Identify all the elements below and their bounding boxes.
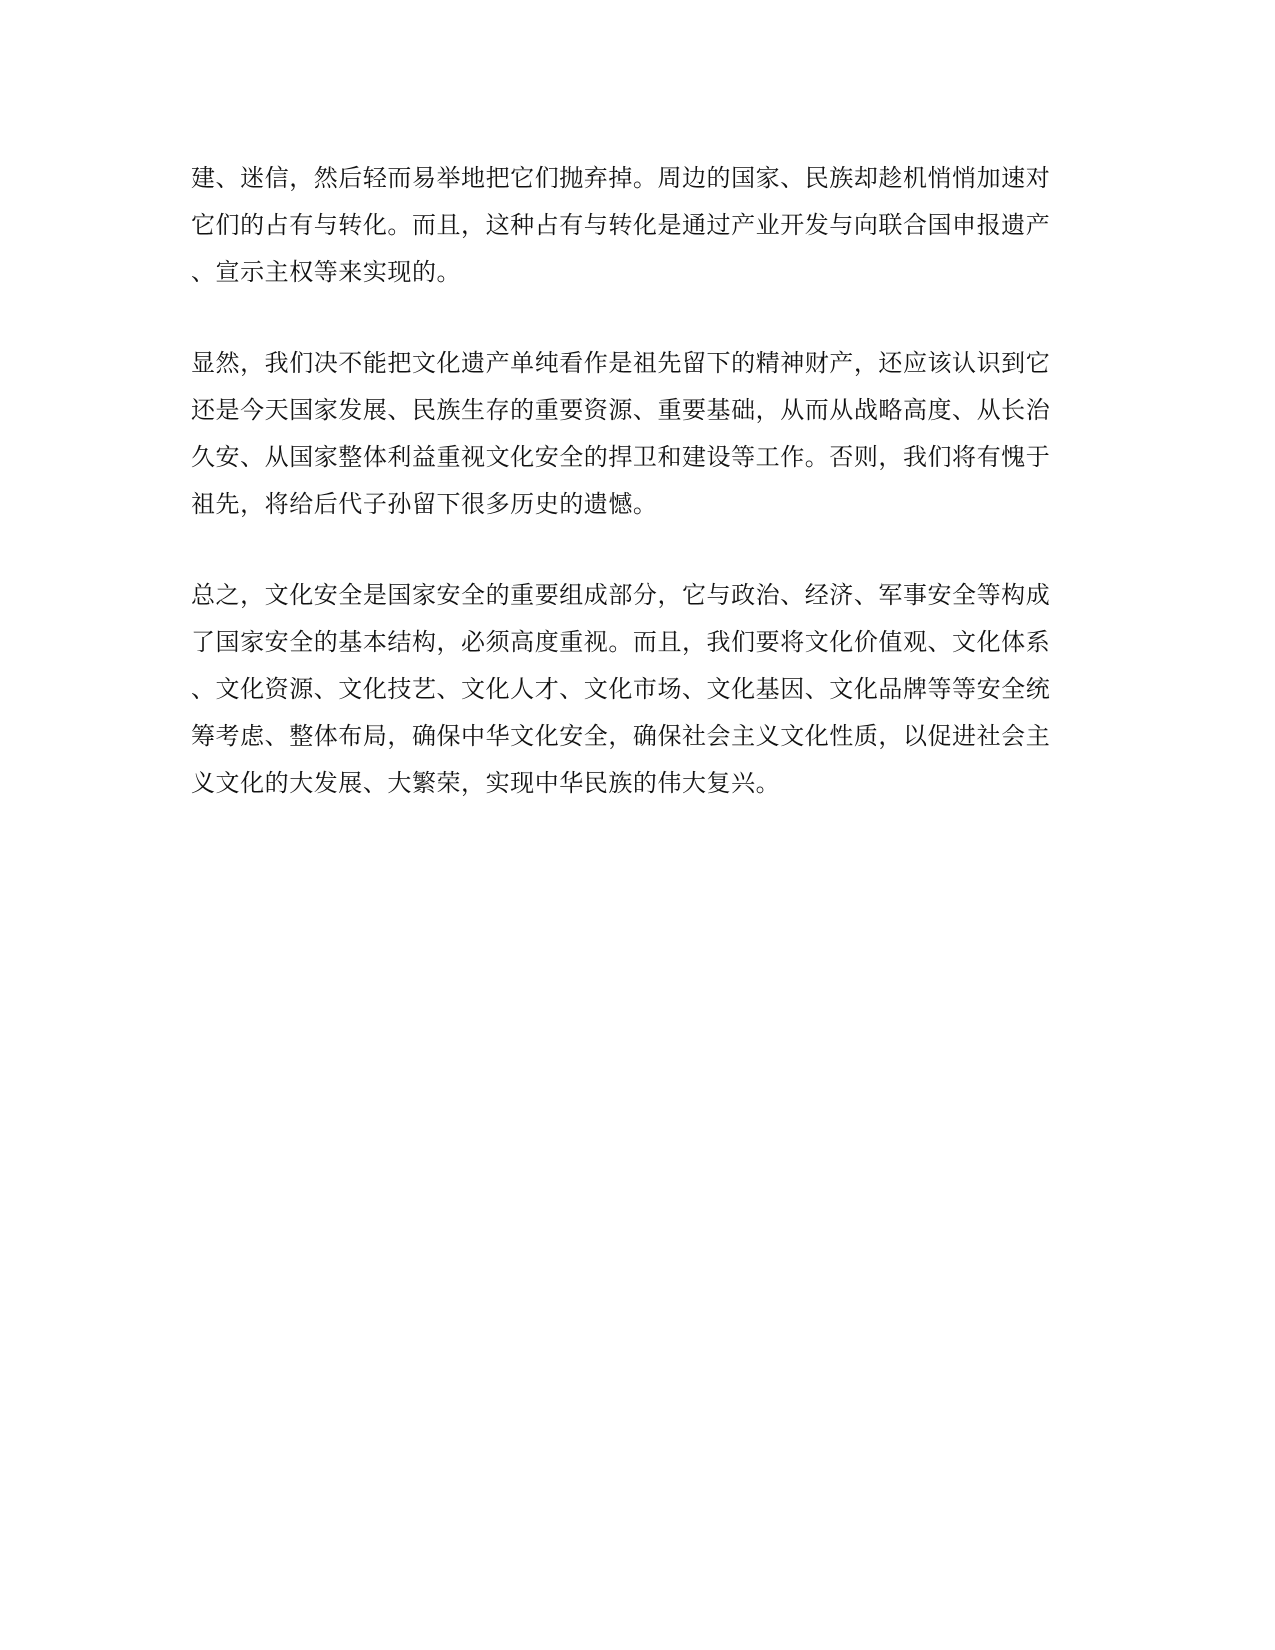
paragraph-2-line-3: 久安、从国家整体利益重视文化安全的捍卫和建设等工作。否则，我们将有愧于 [191, 443, 1051, 471]
paragraph-3-line-2: 了国家安全的基本结构，必须高度重视。而且，我们要将文化价值观、文化体系 [191, 628, 1051, 656]
paragraph-3-line-4: 筹考虑、整体布局，确保中华文化安全，确保社会主义文化性质，以促进社会主 [191, 722, 1051, 750]
paragraph-2-line-4: 祖先，将给后代子孙留下很多历史的遗憾。 [191, 490, 658, 518]
paragraph-3-line-1: 总之，文化安全是国家安全的重要组成部分，它与政治、经济、军事安全等构成 [191, 581, 1051, 609]
paragraph-2-line-1: 显然，我们决不能把文化遗产单纯看作是祖先留下的精神财产，还应该认识到它 [191, 349, 1051, 377]
paragraph-3-line-5: 义文化的大发展、大繁荣，实现中华民族的伟大复兴。 [191, 769, 781, 797]
paragraph-1-line-1: 建、迷信，然后轻而易举地把它们抛弃掉。周边的国家、民族却趁机悄悄加速对 [191, 164, 1051, 192]
paragraph-3-line-3: 、文化资源、文化技艺、文化人才、文化市场、文化基因、文化品牌等等安全统 [191, 675, 1051, 703]
paragraph-1-line-3: 、宣示主权等来实现的。 [191, 258, 462, 286]
paragraph-1-line-2: 它们的占有与转化。而且，这种占有与转化是通过产业开发与向联合国申报遗产 [191, 211, 1051, 239]
paragraph-2-line-2: 还是今天国家发展、民族生存的重要资源、重要基础，从而从战略高度、从长治 [191, 396, 1051, 424]
